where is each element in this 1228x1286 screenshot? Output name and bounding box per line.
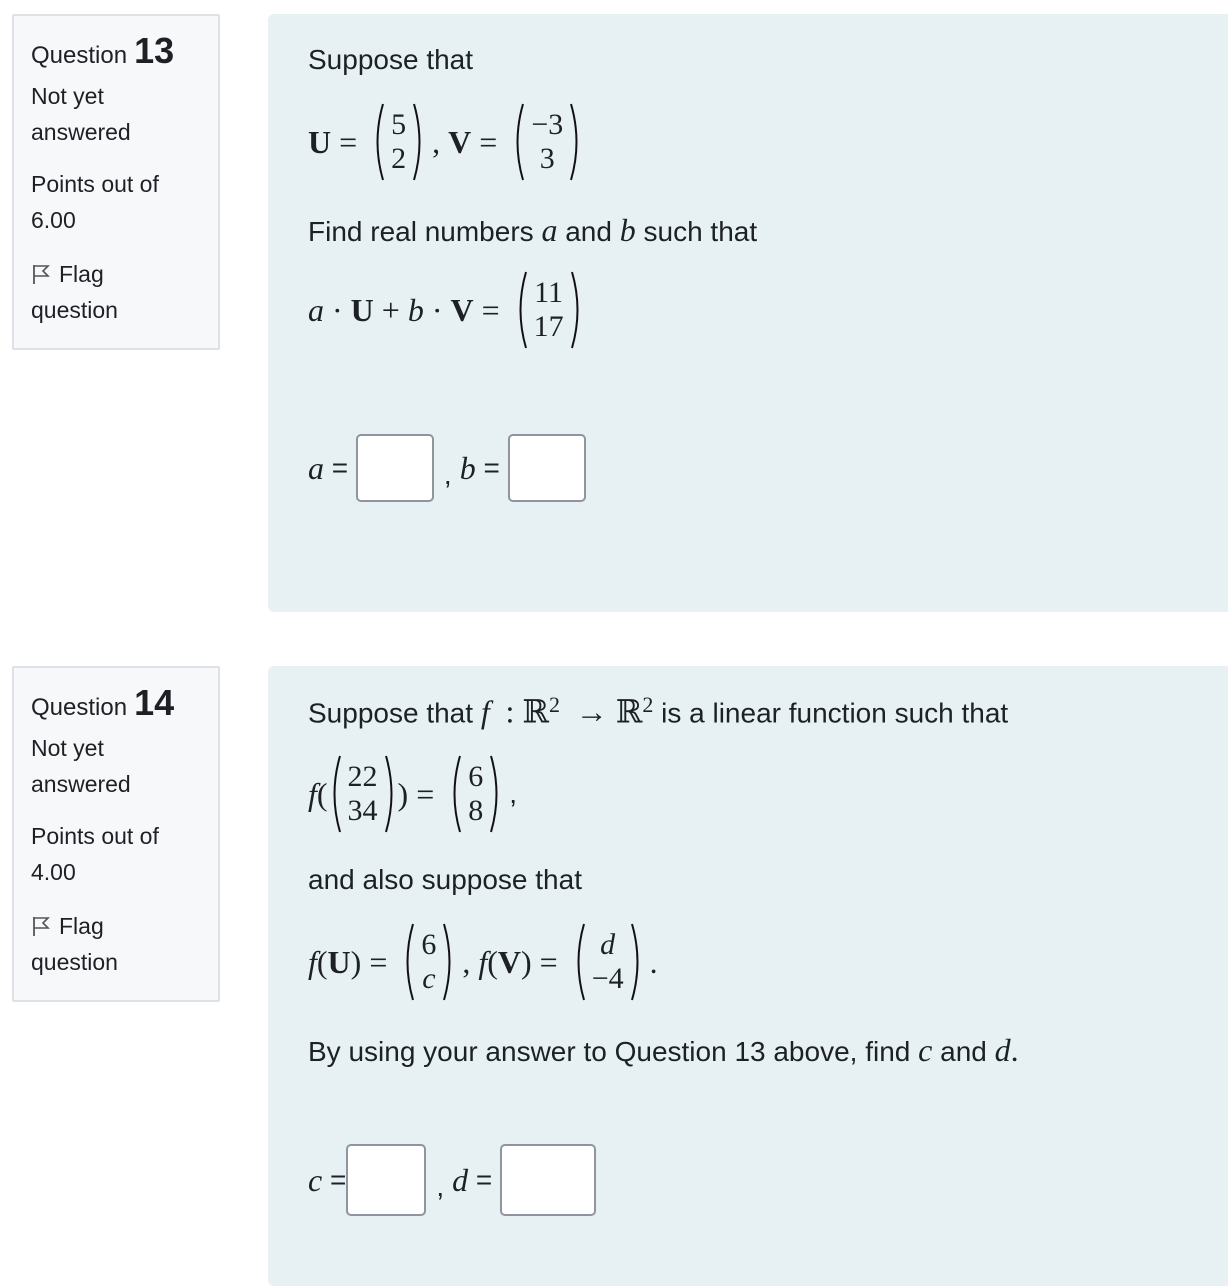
fu-fv-equation: f ( U ) = 6 c , f ( V ) = d −4 . xyxy=(308,922,658,1002)
question-14-title xyxy=(31,682,218,724)
answer-b-input[interactable] xyxy=(508,434,586,502)
question-word: Question xyxy=(31,694,128,721)
flag-icon xyxy=(31,263,51,285)
intro-text: Suppose that f : ℝ$^2$ → ℝ$^2$ is a linear function such that xyxy=(308,692,1009,730)
answer-row-cd: c = , d = xyxy=(308,1144,596,1216)
question-grade: Points out of 6.00 xyxy=(31,171,159,233)
result-vector: 11 17 xyxy=(514,270,584,350)
question-number: 13 xyxy=(134,30,175,71)
question-state: Not yet answered xyxy=(31,735,131,797)
question-grade: Points out of 4.00 xyxy=(31,823,159,885)
flag-icon xyxy=(31,915,51,937)
flag-question-button[interactable]: Flag question xyxy=(31,261,118,323)
vector-u: 5 2 xyxy=(371,102,426,182)
f-input-vector: 22 34 xyxy=(328,754,398,834)
also-suppose-text: and also suppose that xyxy=(308,864,582,895)
f-output-vector: 6 8 xyxy=(448,754,503,834)
vector-v: −3 3 xyxy=(511,102,583,182)
question-13-info xyxy=(12,14,220,350)
question-14-info xyxy=(12,666,220,1002)
question-14-content xyxy=(268,666,1228,1286)
intro-text: Suppose that xyxy=(308,44,474,75)
question-word: Question xyxy=(31,42,128,69)
question-state: Not yet answered xyxy=(31,83,131,145)
fu-vector: 6 c xyxy=(401,922,456,1002)
linear-combination-equation: a · U + b · V = 11 17 xyxy=(308,270,590,350)
question-13-title xyxy=(31,30,218,72)
vectors-uv-equation: U = 5 2 , V = −3 3 xyxy=(308,102,589,182)
instruction-text: By using your answer to Question 13 above, find c and d. xyxy=(308,1032,1019,1068)
answer-row-ab: a = , b = xyxy=(308,434,586,502)
answer-c-input[interactable] xyxy=(346,1144,426,1216)
fv-vector: d −4 xyxy=(572,922,644,1002)
find-text: Find real numbers a and b such that xyxy=(308,212,758,248)
answer-a-input[interactable] xyxy=(356,434,434,502)
f-mapping-equation: f ( 22 34 ) = 6 8 , xyxy=(308,754,517,834)
flag-question-button[interactable]: Flag question xyxy=(31,913,118,975)
question-13-content xyxy=(268,14,1228,612)
answer-d-input[interactable] xyxy=(500,1144,596,1216)
question-number: 14 xyxy=(134,682,175,723)
